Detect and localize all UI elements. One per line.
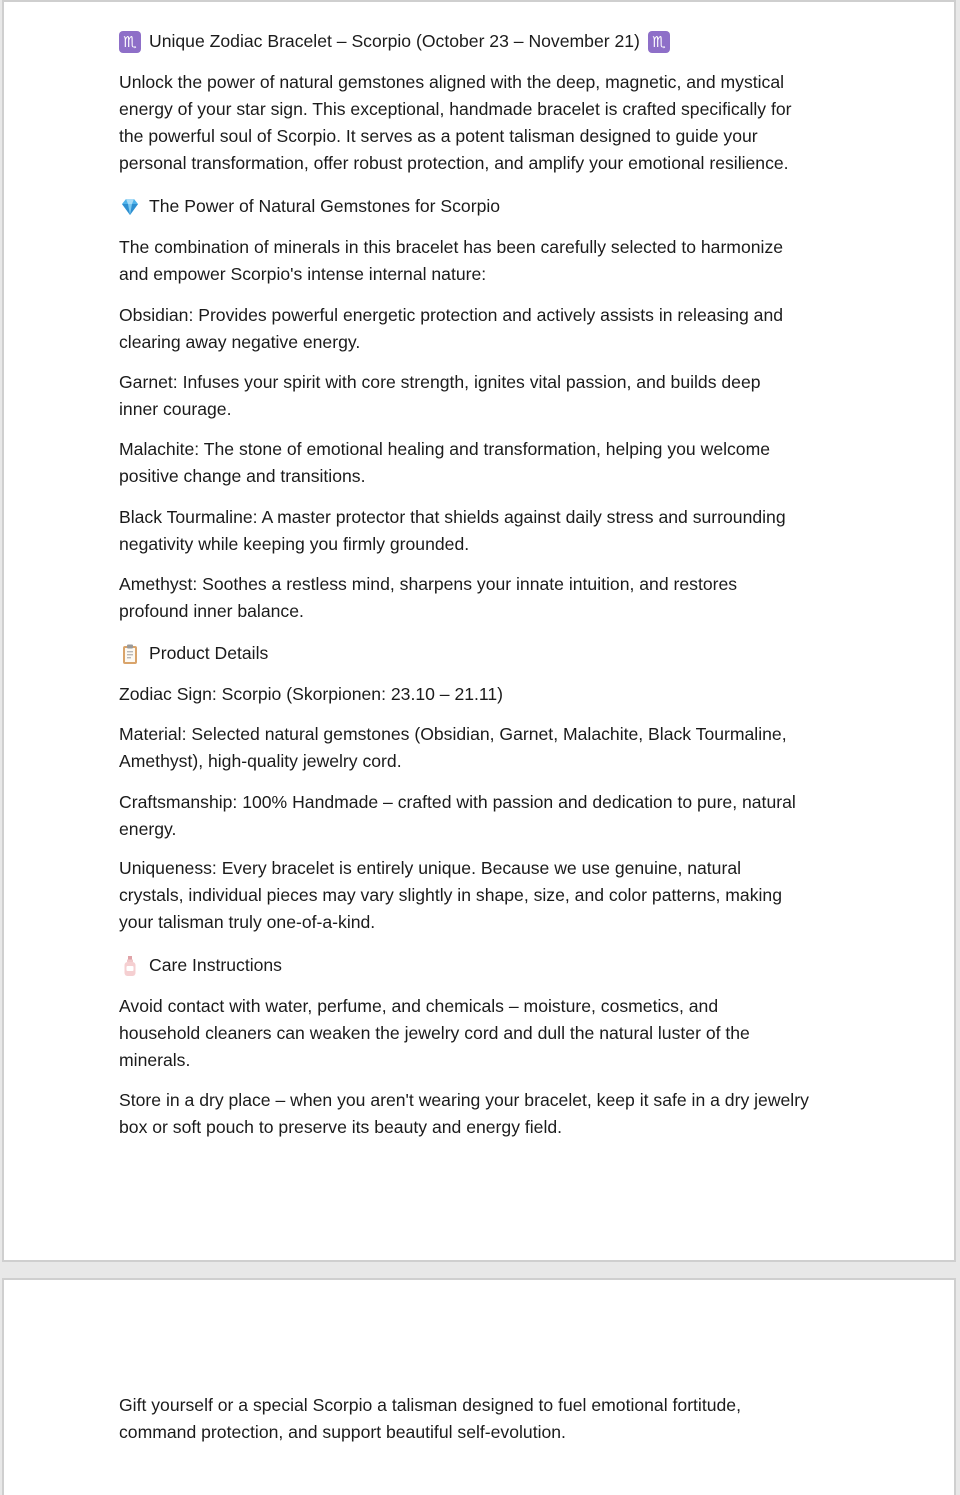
closing-paragraph: Gift yourself or a special Scorpio a talisman designed to fuel emotional fortitude, command protection, and support beautiful self-evolution. (119, 1395, 741, 1442)
stone-amethyst: Amethyst: Soothes a restless mind, sharpens your innate intuition, and restores profound inner balance. (119, 574, 738, 621)
intro-paragraph: Unlock the power of natural gemstones aligned with the deep, magnetic, and mystical energy of your star sign. This exceptional, handmade bracelet is crafted specifically for the powerful soul of Scorpio. It serves as a potent talisman designed to guide your personal transformation, offer robust protection, and amplify your emotional resilience. (119, 72, 792, 173)
stone-obsidian: Obsidian: Provides powerful energetic protection and actively assists in releasing and clearing away negative energy. (119, 305, 784, 352)
detail-zodiac-sign: Zodiac Sign: Scorpio (Skorpionen: 23.10 – 21.11) (119, 684, 504, 704)
gemstones-heading-text: The Power of Natural Gemstones for Scorpio (149, 196, 501, 216)
scorpio-zodiac-icon: ♏ (648, 31, 670, 53)
gemstones-intro: The combination of minerals in this bracelet has been carefully selected to harmonize and empower Scorpio's intense internal nature: (119, 237, 784, 284)
stone-malachite: Malachite: The stone of emotional healing and transformation, helping you welcome positive change and transitions. (119, 439, 771, 486)
title-heading (119, 28, 847, 55)
detail-uniqueness: Uniqueness: Every bracelet is entirely unique. Because we use genuine, natural crystals, individual pieces may vary slightly in shape, size, and color patterns, making your talisman truly one-of-a-kind. (119, 858, 782, 932)
product-details-heading (119, 640, 847, 667)
title-text: Unique Zodiac Bracelet – Scorpio (October 23 – November 21) (149, 31, 640, 51)
clipboard-icon (119, 643, 141, 665)
lotion-bottle-icon (119, 955, 141, 977)
scorpio-zodiac-icon: ♏ (119, 31, 141, 53)
detail-material: Material: Selected natural gemstones (Obsidian, Garnet, Malachite, Black Tourmaline, Amethyst), high-quality jewelry cord. (119, 724, 787, 771)
stone-black-tourmaline: Black Tourmaline: A master protector that shields against daily stress and surrounding negativity while keeping you firmly grounded. (119, 507, 786, 554)
document-page-2 (2, 1278, 956, 1495)
care-instructions-heading-text: Care Instructions (149, 955, 282, 975)
detail-craftsmanship: Craftsmanship: 100% Handmade – crafted with passion and dedication to pure, natural energy. (119, 792, 796, 839)
care-store-dry: Store in a dry place – when you aren't wearing your bracelet, keep it safe in a dry jewelry box or soft pouch to preserve its beauty and energy field. (119, 1090, 809, 1137)
product-details-heading-text: Product Details (149, 643, 269, 663)
gem-stone-icon (119, 196, 141, 218)
care-instructions-heading (119, 952, 847, 979)
care-avoid-contact: Avoid contact with water, perfume, and chemicals – moisture, cosmetics, and household cleaners can weaken the jewelry cord and dull the natural luster of the minerals. (119, 996, 750, 1070)
document-page-1 (2, 0, 956, 1262)
stone-garnet: Garnet: Infuses your spirit with core strength, ignites vital passion, and builds deep inner courage. (119, 372, 761, 419)
gemstones-heading (119, 193, 847, 220)
